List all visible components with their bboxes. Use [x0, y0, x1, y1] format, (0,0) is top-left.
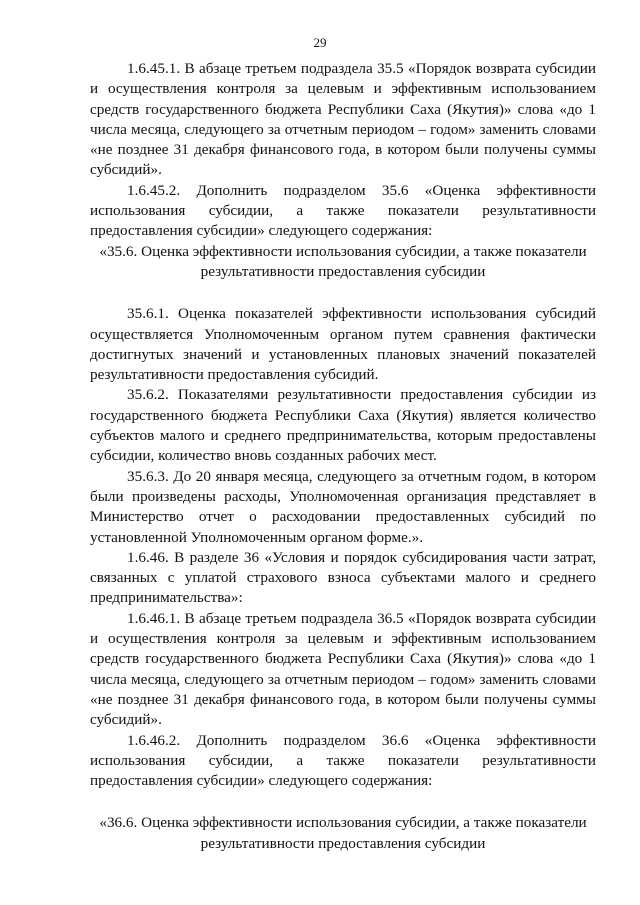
heading-35-6: «35.6. Оценка эффективности использования субсидии, а также показатели результативности предоставления субсидии [99, 242, 587, 280]
paragraph-1-6-45-2: 1.6.45.2. Дополнить подразделом 35.6 «Оценка эффективности использования субсидии, а также показатели результативности предоставления субсидии» следующего содержания: [90, 181, 596, 240]
paragraph-1-6-46: 1.6.46. В разделе 36 «Условия и порядок субсидирования части затрат, связанных с уплатой страхового взноса субъектами малого и среднего предпринимательства»: [90, 548, 596, 607]
paragraph-1-6-46-1: 1.6.46.1. В абзаце третьем подраздела 36.5 «Порядок возврата субсидии и осуществления контроля за целевым и эффективным использованием средств государственного бюджета Республики Саха (Якутия)» слова «до 1 числа месяца, следующего за отчетным периодом – годом» заменить словами «не позднее 31 декабря финансового года, в котором были получены суммы субсидий». [90, 609, 596, 729]
vertical-gap [90, 282, 596, 304]
heading-36-6: «36.6. Оценка эффективности использования субсидии, а также показатели результативности предоставления субсидии [99, 814, 587, 852]
paragraph-35-6-3: 35.6.3. До 20 января месяца, следующего за отчетным годом, в котором были произведены расходы, Уполномоченная организация представляет в Министерство отчет о расходовании предоставленных субсидий по установленной Уполномоченным органом форме.». [90, 467, 596, 546]
paragraph-35-6-2: 35.6.2. Показателями результативности предоставления субсидии из государственного бюджета Республики Саха (Якутия) является количество субъектов малого и среднего предпринимательства, которым предоставлены субсидии, количество вновь созданных рабочих мест. [90, 386, 596, 465]
page-number: 29 [313, 35, 327, 50]
paragraph-1-6-46-2: 1.6.46.2. Дополнить подразделом 36.6 «Оценка эффективности использования субсидии, а также показатели результативности предоставления субсидии» следующего содержания: [90, 731, 596, 790]
vertical-gap [90, 791, 596, 813]
document-body [90, 59, 596, 854]
paragraph-1-6-45-1: 1.6.45.1. В абзаце третьем подраздела 35.5 «Порядок возврата субсидии и осуществления контроля за целевым и эффективным использованием средств государственного бюджета Республики Саха (Якутия)» слова «до 1 числа месяца, следующего за отчетным периодом – годом» заменить словами «не позднее 31 декабря финансового года, в котором были получены суммы субсидий». [90, 60, 596, 179]
paragraph-35-6-1: 35.6.1. Оценка показателей эффективности использования субсидий осуществляется Уполномоченным органом путем сравнения фактически достигнутых значений и установленных плановых значений показателей результативности предоставления субсидий. [90, 305, 596, 384]
